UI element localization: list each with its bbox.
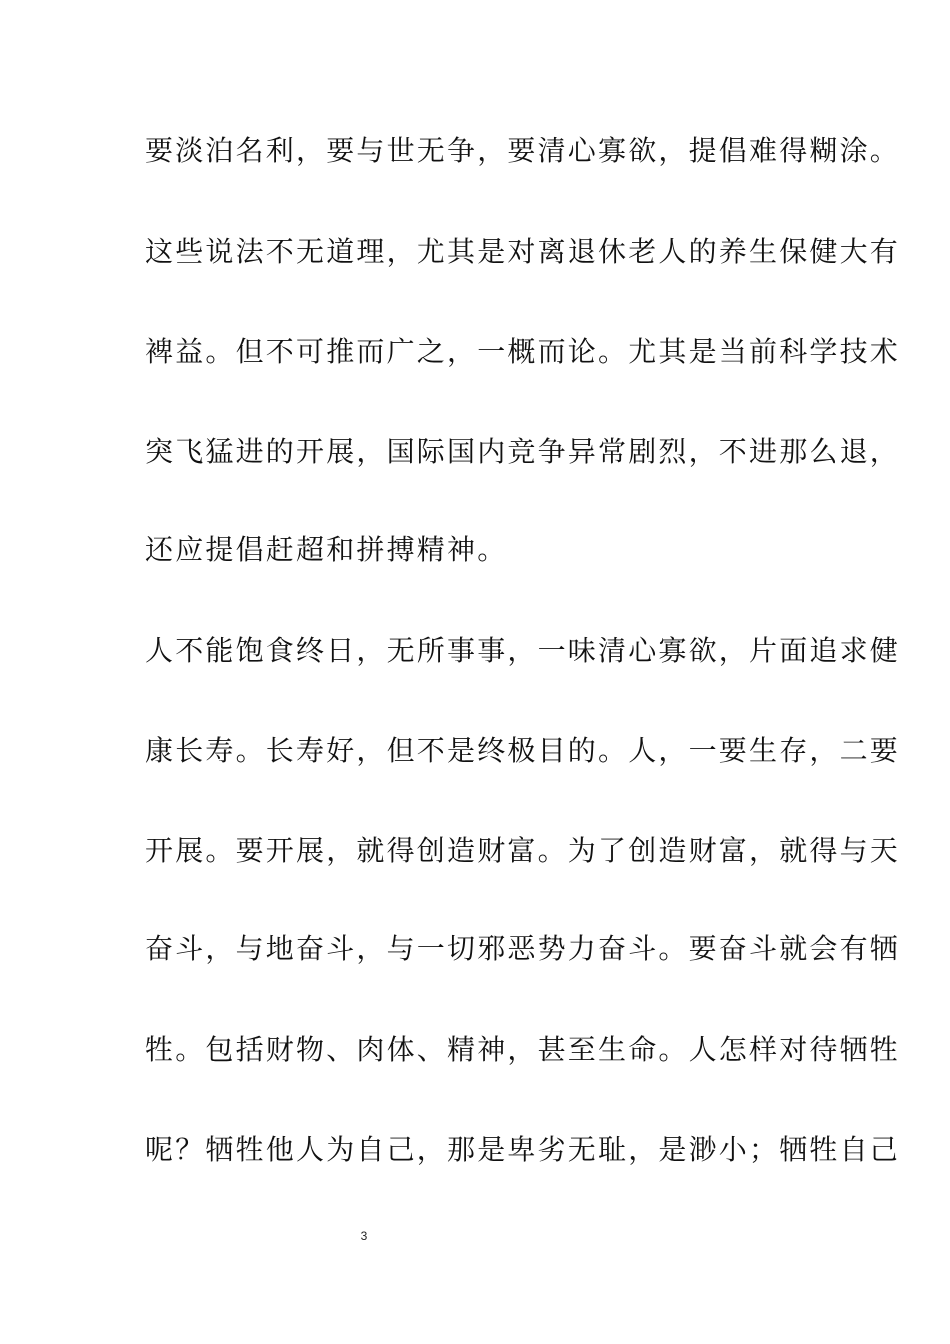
paragraph-line: 裨益。但不可推而广之，一概而论。尤其是当前科学技术 <box>145 335 901 368</box>
paragraph-line: 突飞猛进的开展，国际国内竞争异常剧烈，不进那么退， <box>145 435 901 468</box>
paragraph-line: 呢？牺牲他人为自己，那是卑劣无耻，是渺小；牺牲自己 <box>145 1133 901 1166</box>
paragraph-line: 这些说法不无道理，尤其是对离退休老人的养生保健大有 <box>145 235 901 268</box>
page-number: 3 <box>360 1229 368 1243</box>
paragraph-line: 开展。要开展，就得创造财富。为了创造财富，就得与天 <box>145 834 901 867</box>
paragraph-line: 人不能饱食终日，无所事事，一味清心寡欲，片面追求健 <box>145 634 901 667</box>
paragraph-line: 要淡泊名利，要与世无争，要清心寡欲，提倡难得糊涂。 <box>145 134 901 167</box>
paragraph-line: 奋斗，与地奋斗，与一切邪恶势力奋斗。要奋斗就会有牺 <box>145 932 901 965</box>
paragraph-line: 还应提倡赶超和拼搏精神。 <box>145 533 508 566</box>
paragraph-line: 牲。包括财物、肉体、精神，甚至生命。人怎样对待牺牲 <box>145 1033 901 1066</box>
paragraph-line: 康长寿。长寿好，但不是终极目的。人，一要生存，二要 <box>145 734 901 767</box>
